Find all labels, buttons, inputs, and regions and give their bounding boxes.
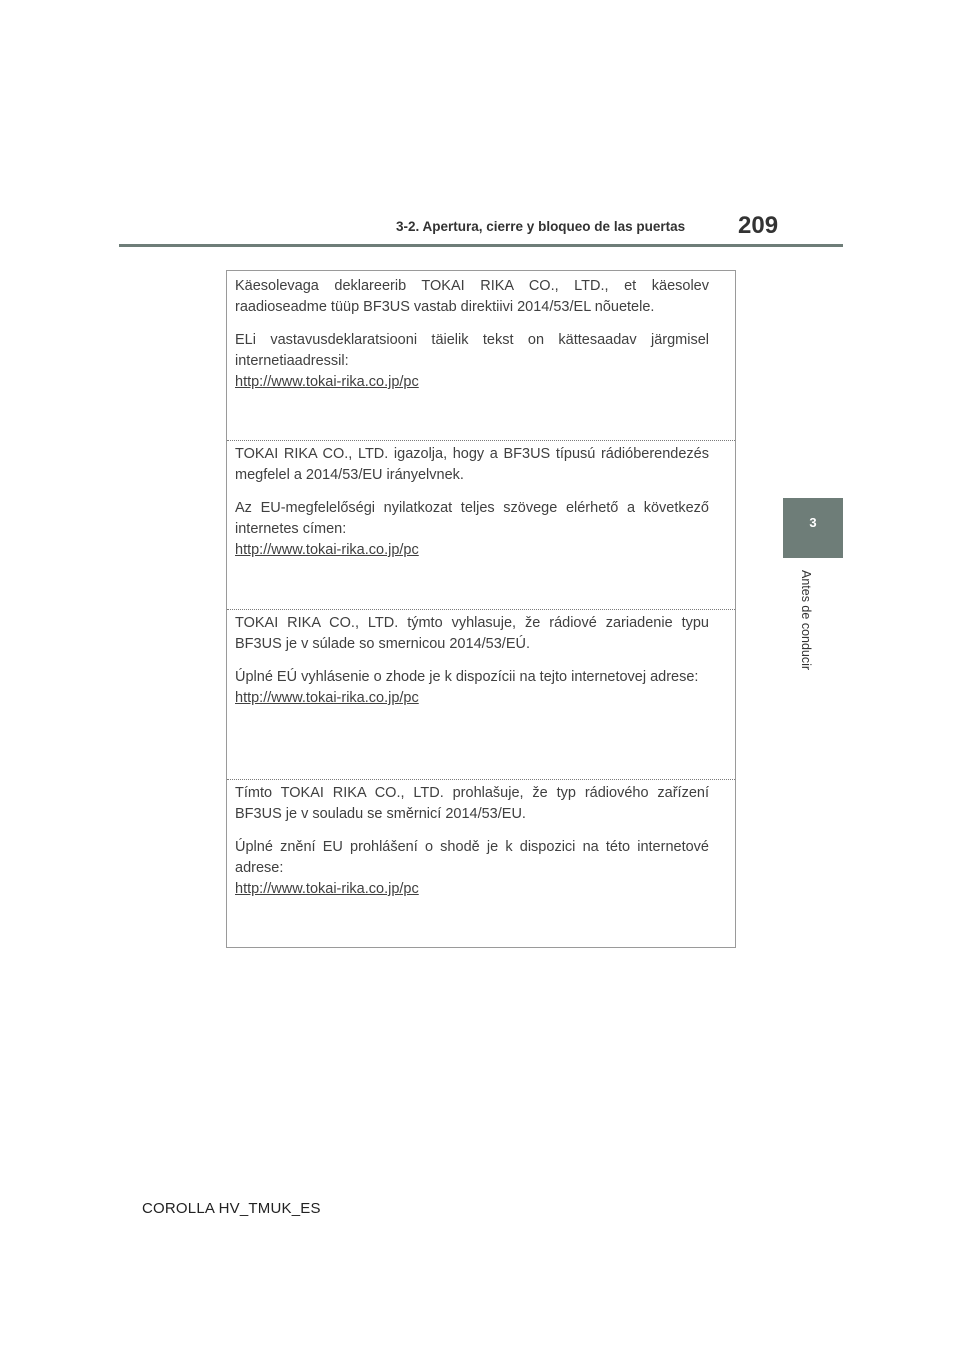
declaration-statement: Käesolevaga deklareerib TOKAI RIKA CO., LTD., et käesolev raadioseadme tüüp BF3US vastab direktiivi 2014/53/EL nõuetele. — [235, 278, 709, 315]
declaration-link[interactable]: http://www.tokai-rika.co.jp/pc — [235, 374, 419, 390]
chapter-tab — [783, 498, 843, 558]
declaration-statement: TOKAI RIKA CO., LTD. igazolja, hogy a BF3US típusú rádióberendezés megfelel a 2014/53/EU irányelvnek. — [235, 446, 709, 483]
declaration-hungarian — [227, 440, 735, 561]
declaration-availability: Úplné znění EU prohlášení o shodě je k dispozici na této internetové adrese: — [235, 839, 709, 876]
declaration-link[interactable]: http://www.tokai-rika.co.jp/pc — [235, 881, 419, 897]
chapter-label: Antes de conducir — [799, 570, 813, 671]
declaration-link[interactable]: http://www.tokai-rika.co.jp/pc — [235, 690, 419, 706]
declaration-czech — [227, 779, 735, 900]
declaration-slovak — [227, 609, 735, 709]
header-rule — [119, 244, 843, 247]
declaration-link[interactable]: http://www.tokai-rika.co.jp/pc — [235, 542, 419, 558]
declaration-statement: TOKAI RIKA CO., LTD. týmto vyhlasuje, že rádiové zariadenie typu BF3US je v súlade so smernicou 2014/53/EÚ. — [235, 615, 709, 652]
declaration-availability: ELi vastavusdeklaratsiooni täielik tekst on kättesaadav järgmisel internetiaadressil: — [235, 332, 709, 369]
model-code: COROLLA HV_TMUK_ES — [142, 1200, 321, 1217]
declaration-availability: Az EU-megfelelőségi nyilatkozat teljes szövege elérhető a következő internetes címen: — [235, 500, 709, 537]
page-number: 209 — [738, 212, 779, 239]
section-title: 3-2. Apertura, cierre y bloqueo de las puertas — [396, 219, 686, 234]
declarations-panel — [226, 270, 736, 948]
declaration-statement: Tímto TOKAI RIKA CO., LTD. prohlašuje, že typ rádiového zařízení BF3US je v souladu se směrnicí 2014/53/EU. — [235, 785, 709, 822]
chapter-number: 3 — [809, 515, 817, 530]
declaration-availability: Úplné EÚ vyhlásenie o zhode je k dispozícii na tejto internetovej adrese: — [235, 669, 699, 685]
declaration-estonian — [227, 276, 735, 393]
